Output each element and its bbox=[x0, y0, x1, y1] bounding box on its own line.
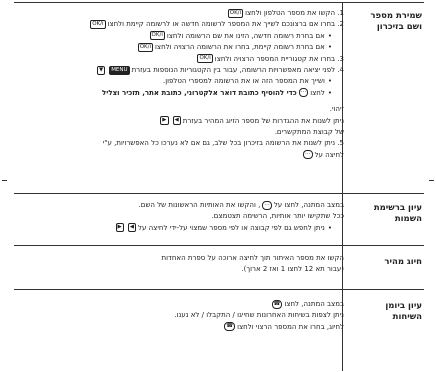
bullet-line: • לחצו⋯כדי להוסיף כתובת דואר אלקטרוני, כתובת אתר, תזכיר וצליל bbox=[18, 88, 344, 99]
page-edge-mark-right bbox=[429, 180, 434, 181]
row-browse-names bbox=[14, 193, 424, 246]
row-content bbox=[18, 200, 344, 234]
content-line: של קבוצת המתקשרים. bbox=[274, 128, 344, 137]
bullet-line: • אם בחרת רשומה קיימת, בחרו את הרשומה הרצויה ולחצוOK/i bbox=[18, 42, 344, 53]
content-line: לחיצה על⋯ bbox=[305, 150, 344, 159]
row-save-number bbox=[14, 3, 424, 194]
right-key-icon: ▶ bbox=[162, 117, 167, 124]
title-line: שמירת מספר bbox=[370, 11, 422, 21]
row-call-log bbox=[14, 289, 424, 371]
content-line: ניתן לשנות את ההגדרות של מספר הזיוג המהיר בעזרת◀▶ bbox=[162, 116, 344, 125]
row-content bbox=[18, 8, 344, 161]
title-line: חיוג מהיר bbox=[384, 257, 422, 267]
content-line: (עבור תא 12 לחצו 1 ואז 2 ארוך). bbox=[241, 265, 344, 274]
content-line: ככל שתקישו יותר אותיות, הרשימה תצטמצם. bbox=[211, 212, 344, 221]
options-key-icon: ⋯ bbox=[300, 89, 307, 96]
content-line: הקשו את מספר האיתור תוך לחיצה ארוכה על ספרת האחדות bbox=[161, 254, 344, 262]
call-key-icon: ☎ bbox=[226, 323, 234, 330]
row-content bbox=[18, 253, 344, 276]
right-key-icon: ▶ bbox=[117, 224, 122, 231]
row-title bbox=[364, 301, 422, 323]
bullet-line: • ושייך את המספר הזה או את הרשומה למספרי הטלפון. bbox=[18, 76, 344, 87]
call-key-icon: ☎ bbox=[273, 300, 281, 307]
content-line: ניתן לצפות בשיחות האחרונות שחייגו / התקבלו / לא נענו. bbox=[174, 311, 344, 320]
content-line: 3. בחרו את קטגוריית המספר הרצויה ולחצוOK/i bbox=[199, 54, 344, 63]
title-line: עיון ברשימת bbox=[373, 203, 422, 213]
content-line: 4. לפני יציאה מאפשרויות הרשומה, עבור בין הקטגוריות הנוספות בעזרתMENU▼ bbox=[98, 66, 344, 75]
ok-key-icon: OK/i bbox=[199, 55, 211, 62]
options-key-icon: ⋯ bbox=[264, 201, 270, 208]
ok-key-icon: OK/i bbox=[139, 43, 152, 50]
title-line: ושם בזיכרון bbox=[376, 22, 422, 32]
row-title bbox=[364, 11, 422, 33]
ok-key-icon: OK/i bbox=[151, 32, 163, 39]
bullet-line: • אם בחרת רשומה חדשה, הזינו את שם הרשומה ולחצוOK/i bbox=[18, 31, 344, 42]
instructions-table bbox=[14, 2, 424, 371]
bullet-line: • ניתן לחפש גם לפי קבוצה או לפי מספר שמצוי על-ידי לחיצה על◀▶ bbox=[18, 223, 344, 234]
content-line: 1. הקשו את מספר הטלפון ולחצוOK/i bbox=[229, 9, 344, 17]
title-line: השיחות bbox=[392, 312, 422, 322]
options-key-icon: ⋯ bbox=[305, 151, 311, 158]
content-line: זיהוי. bbox=[329, 105, 344, 114]
page-edge-mark-left bbox=[2, 180, 7, 181]
menu-key-icon: MENU bbox=[111, 66, 128, 73]
content-line: 2. בחרו אם ברצונכם לשייך את המספר לרשומה חדשה או לרשומה קיימת ולחצוOK/i bbox=[92, 20, 344, 29]
content-line: 5. ניתן לשנות את הרשומה בזיכרון בכל שלב, גם אם לא נערכו כל האפשרויות, ע"י bbox=[102, 139, 344, 148]
left-key-icon: ◀ bbox=[129, 224, 135, 231]
row-speed-dial bbox=[14, 245, 424, 290]
row-title bbox=[364, 257, 422, 268]
title-line: עיון ביומן bbox=[385, 301, 422, 311]
row-content bbox=[18, 299, 344, 333]
ok-key-icon: OK/i bbox=[229, 9, 242, 16]
content-line: במצב המתנה, לחצו☎ bbox=[273, 300, 344, 308]
left-key-icon: ◀ bbox=[174, 117, 179, 124]
content-line: לחיוג, בחרו את המספר הרצוי ולחצו☎ bbox=[226, 322, 344, 331]
ok-key-icon: OK/i bbox=[92, 20, 104, 27]
title-line: השמות bbox=[394, 214, 422, 224]
row-title bbox=[364, 203, 422, 225]
content-line: במצב המתנה, לחצו על⋯, והקשו את האותיות הראשונות של השם. bbox=[138, 201, 344, 209]
down-key-icon: ▼ bbox=[98, 66, 104, 73]
